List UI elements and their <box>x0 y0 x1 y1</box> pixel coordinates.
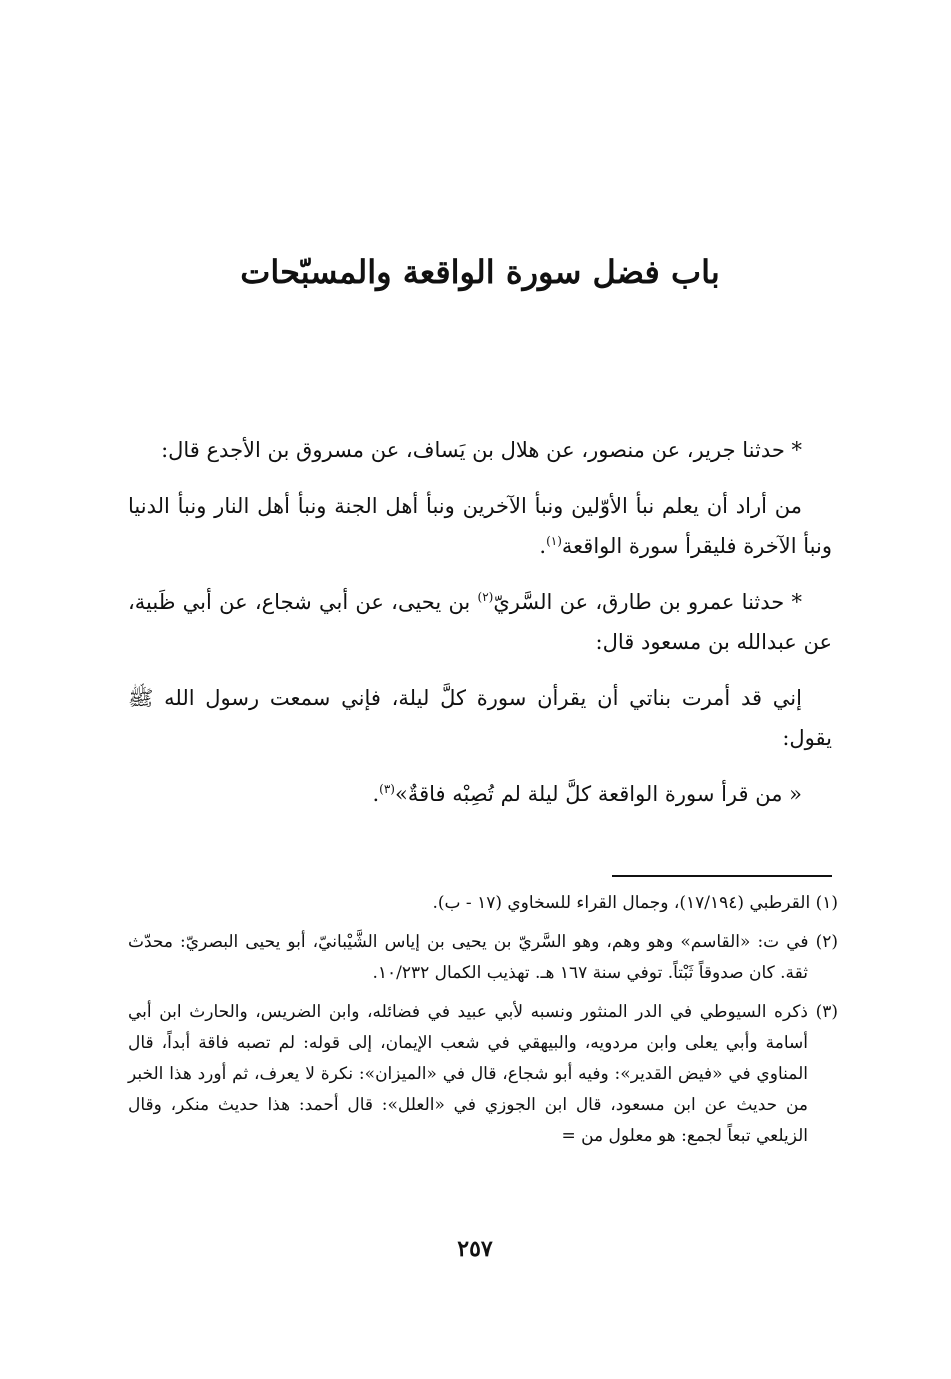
hadith-text: « من قرأ سورة الواقعة كلَّ ليلة لم تُصِبْه فاقةٌ» <box>394 782 802 806</box>
footnotes <box>128 888 838 1160</box>
footnote-1: (١) القرطبي (١٧/١٩٤)، وجمال القراء للسخاوي (١٧ - ب). <box>432 893 838 913</box>
footnote-ref-3[interactable]: (٣) <box>379 782 395 796</box>
isnad-paragraph-1: * حدثنا جرير، عن منصور، عن هلال بن يَساف، عن مسروق بن الأجدع قال: <box>161 438 802 462</box>
quote-paragraph-1 <box>128 486 832 566</box>
hadith-end: . <box>372 782 380 806</box>
footnote-separator <box>612 875 832 877</box>
isnad-paragraph-2 <box>128 582 832 662</box>
isnad-text-2a: * حدثنا عمرو بن طارق، عن السَّريّ <box>493 590 802 614</box>
hadith-paragraph <box>128 774 832 814</box>
main-text <box>128 430 832 830</box>
quote-paragraph-2: إني قد أمرت بناتي أن يقرأن سورة كلَّ ليلة، فإني سمعت رسول الله ﷺ يقول: <box>128 686 832 750</box>
page-number: ٢٥٧ <box>457 1236 493 1262</box>
footnote-ref-2[interactable]: (٢) <box>477 590 494 604</box>
footnote-3: (٣) ذكره السيوطي في الدر المنثور ونسبه لأبي عبيد في فضائله، وابن الضريس، والحارث ابن أبي أسامة وأبي يعلى وابن مردويه، والبيهقي في شعب الإيمان، إلى قوله: لم تصبه فاقة أبداً، قال المناوي في «فيض القدير»: وفيه أبو شجاع، قال في «الميزان»: نكرة لا يعرف، ثم أورد هذا الخبر من حديث عن ابن مسعود، قال ابن الجوزي في «العلل»: قال أحمد: هذا حديث منكر، وقال الزيلعي تبعاً لجمع: هو معلول من = <box>128 1002 838 1146</box>
isnad-text-2b: بن يحيى، عن أبي شجاع، عن أبي ظَبية، عن عبدالله بن مسعود قال: <box>128 590 832 654</box>
footnote-ref-1[interactable]: (١) <box>546 534 562 548</box>
quote-end-1: . <box>539 534 547 558</box>
footnote-2: (٢) في ت: «القاسم» وهو وهم، وهو السَّريّ بن يحيى بن إياس الشَّيْبانيّ، أبو يحيى البصريّ: محدّث ثقة. كان صدوقاً ثَبْتاً. توفي سنة ١٦٧ هـ. تهذيب الكمال ١٠/٢٣٢. <box>128 932 838 983</box>
quote-text-1: من أراد أن يعلم نبأ الأوّلين ونبأ الآخرين ونبأ أهل الجنة ونبأ أهل النار ونبأ الدنيا ونبأ الآخرة فليقرأ سورة الواقعة <box>128 494 832 558</box>
chapter-title: باب فضل سورة الواقعة والمسبّحات <box>240 253 720 291</box>
